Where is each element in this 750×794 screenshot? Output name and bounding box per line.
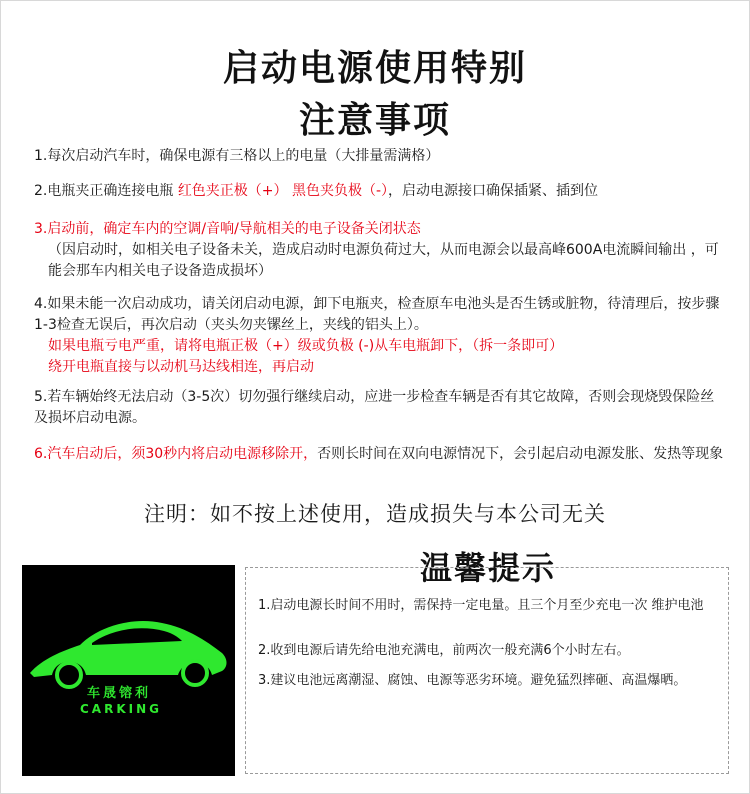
- instruction-text: 1.每次启动汽车时，确保电源有三格以上的电量（大排量需满格）: [34, 148, 440, 164]
- tip-item-2: 2.收到电源后请先给电池充满电，前两次一般充满6个小时左右。: [258, 643, 630, 658]
- instruction-text: 5.若车辆始终无法启动（3-5次）切勿强行继续启动，应进一步检查车辆是否有其它故障，否则会现烧毁保险丝及损坏启动电源。: [34, 389, 715, 426]
- clamp-polarity-text: 红色夹正极（+） 黑色夹负极（-）: [177, 183, 389, 199]
- page-title: 启动电源使用特别: [222, 48, 527, 89]
- instruction-text: 4.如果未能一次启动成功，请关闭启动电源，卸下电瓶夹，检查原车电池头是否生锈或脏物，待清理后，按步骤1-3检查无误后，再次启动（夹头勿夹镙丝上，夹线的铝头上）。: [34, 296, 720, 333]
- warning-detail: 如果电瓶亏电严重，请将电瓶正极（+）级或负极 (-)从车电瓶卸下，（拆一条即可）: [48, 338, 564, 354]
- tip-item-1: 1.启动电源长时间不用时，需保持一定电量。且三个月至少充电一次 维护电池: [258, 598, 704, 613]
- warning-heading: 3.启动前，确定车内的空调/音响/导航相关的电子设备关闭状态: [34, 221, 421, 237]
- tips-title: 温馨提示: [419, 549, 556, 587]
- instruction-text: 2.电瓶夹正确连接电瓶: [34, 183, 178, 199]
- warning-detail: 绕开电瓶直接与以动机马达线相连，再启动: [48, 359, 314, 375]
- warning-heading: 6.汽车启动后，须30秒内将启动电源移除开，: [34, 446, 318, 462]
- tips-box: [245, 567, 729, 774]
- instruction-text: 否则长时间在双向电源情况下，会引起启动电源发胀、发热等现象: [317, 446, 724, 462]
- instruction-item-5: [34, 387, 724, 429]
- instruction-item-6: [34, 444, 724, 465]
- disclaimer-note: 注明：如不按上述使用，造成损失与本公司无关: [144, 502, 606, 526]
- brand-name-cn: 车晟镕利: [87, 686, 152, 701]
- brand-logo: [22, 565, 235, 776]
- car-silhouette-icon: [22, 565, 235, 776]
- instruction-detail: （因启动时，如相关电子设备未关，造成启动时电源负荷过大，从而电源会以最高峰600A电流瞬间输出 ，可能会那车内相关电子设备造成损坏）: [48, 242, 719, 279]
- instruction-item-4: [34, 294, 724, 378]
- instruction-text: ，启动电源接口确保插紧、插到位: [388, 183, 599, 199]
- tip-item-3: 3.建议电池远离潮湿、腐蚀、电源等恶劣环境。避免猛烈摔砸、高温爆晒。: [258, 673, 687, 688]
- page-subtitle: 注意事项: [298, 100, 451, 141]
- instruction-item-1: [34, 146, 724, 167]
- brand-name-en: CARKING: [80, 702, 162, 716]
- instruction-item-3: [34, 219, 724, 282]
- instruction-item-2: [34, 181, 724, 202]
